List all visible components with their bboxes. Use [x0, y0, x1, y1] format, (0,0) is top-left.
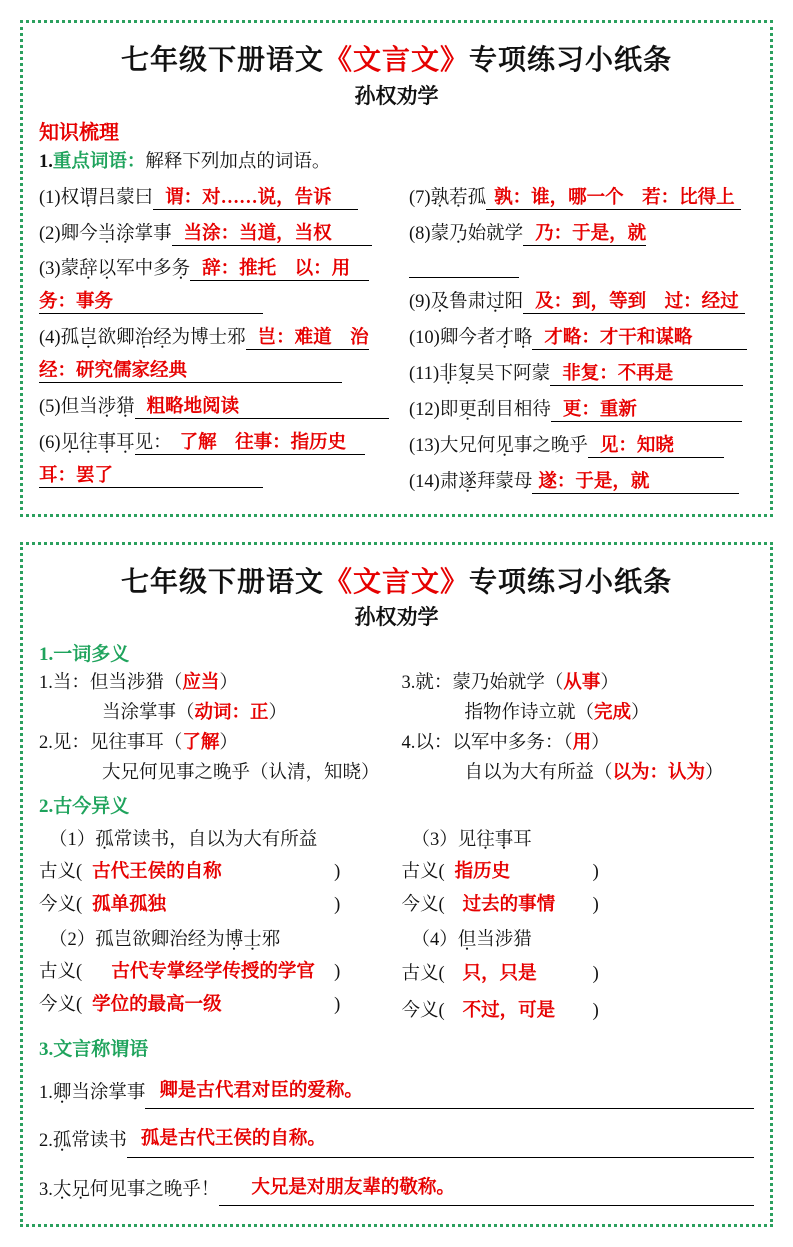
vocab-item — [409, 466, 754, 499]
paren-close: ) — [592, 964, 599, 985]
gujin-phrase: （4）但当涉猎 — [411, 930, 532, 951]
vocab-answer-blank — [588, 436, 724, 458]
title-highlight: 《文言文》 — [323, 566, 469, 598]
ancient-label: 古义( — [401, 964, 445, 985]
lesson-title: 孙权劝学 — [354, 83, 439, 108]
lesson-title: 孙权劝学 — [354, 605, 439, 630]
section-knowledge-heading: 知识梳理 — [39, 121, 119, 144]
ancient-label: 古义( — [401, 862, 445, 883]
vocab-answer: 才略：才干和谋略 — [544, 328, 693, 349]
vocab-question: (7)孰若孤 — [409, 187, 487, 208]
polysemy-answer: 完成 — [594, 703, 632, 724]
chengwei-answer-blank — [145, 1075, 754, 1109]
gujin-right-column — [402, 822, 755, 1031]
ancient-answer: 只，只是 — [462, 964, 537, 985]
instruction-keyword: 重点词语： — [52, 151, 146, 172]
instruction-line — [39, 148, 754, 178]
polysemy-text: ） — [600, 673, 619, 694]
vocab-item — [409, 394, 754, 427]
section-chengwei-heading: 3.文言称谓语 — [39, 1039, 149, 1061]
modern-answer: 学位的最高一级 — [92, 995, 222, 1016]
vocab-question: (9)及鲁肃过阳 — [409, 292, 524, 313]
polysemy-text: ） — [705, 763, 724, 784]
vocab-answer: 粗略地阅读 — [146, 397, 240, 418]
polysemy-line — [39, 729, 392, 759]
section-polysemy-heading: 1.一词多义 — [39, 643, 130, 665]
vocab-left-column — [39, 182, 399, 502]
modern-answer: 过去的事情 — [462, 895, 556, 916]
polysemy-text: 4.以：以军中多务：（ — [401, 733, 573, 754]
gujin-ancient-row — [39, 856, 392, 889]
vocab-answer-blank — [135, 397, 390, 419]
vocab-item — [39, 253, 399, 319]
polysemy-answer: 动词：正 — [194, 703, 269, 724]
modern-answer: 不过，可是 — [462, 1001, 556, 1022]
gujin-ancient-row — [402, 956, 755, 993]
chengwei-answer-blank — [219, 1172, 754, 1206]
vocab-answer: 见：知晓 — [599, 436, 674, 457]
polysemy-text: ） — [631, 703, 650, 724]
vocab-answer: 遂：于是，就 — [538, 471, 650, 492]
vocab-answer-prefix: 见： — [134, 433, 172, 454]
paren-close: ) — [334, 862, 341, 883]
polysemy-line — [39, 699, 392, 729]
chengwei-question: 3.大兄何见事之晚乎！ — [39, 1179, 220, 1200]
vocab-answer-blank — [532, 328, 747, 350]
chengwei-answer: 孤是古代王侯的自称。 — [140, 1129, 326, 1150]
polysemy-text: 指物作诗立就（ — [464, 703, 595, 724]
polysemy-line — [402, 729, 755, 759]
modern-label: 今义( — [39, 995, 83, 1016]
gujin-modern-row — [39, 989, 392, 1022]
gujin-modern-row — [402, 993, 755, 1030]
polysemy-right-column — [402, 669, 755, 789]
polysemy-answer: 以为：认为 — [612, 763, 706, 784]
vocab-question: (4)孤岂欲卿治经为博士邪 — [39, 328, 246, 349]
chengwei-item — [39, 1123, 754, 1157]
chengwei-item — [39, 1172, 754, 1206]
polysemy-line — [402, 669, 755, 699]
modern-label: 今义( — [401, 1001, 445, 1022]
vocab-item — [39, 218, 399, 251]
chengwei-question: 1.卿当涂掌事 — [39, 1082, 146, 1103]
ancient-answer: 古代专掌经学传授的学官 — [111, 962, 315, 983]
polysemy-text: 大兄何见事之晚乎（认清，知晓） — [102, 763, 380, 784]
gujin-modern-row — [402, 889, 755, 922]
vocab-question: (3)蒙辞以军中多务 — [39, 259, 191, 280]
paren-close: ) — [592, 1001, 599, 1022]
vocab-answer-blank — [551, 400, 742, 422]
vocab-answer: 更：重新 — [562, 400, 637, 421]
page-title — [39, 563, 754, 604]
gujin-phrase: （2）孤岂欲卿治经为博士邪 — [49, 930, 281, 951]
gujin-phrase: （3）见往事耳 — [411, 829, 532, 850]
vocab-question: (13)大兄何见事之晚乎 — [409, 436, 588, 457]
vocab-columns — [39, 182, 754, 502]
paren-close: ) — [334, 962, 341, 983]
vocab-item — [409, 218, 754, 284]
vocab-answer: 及：到，等到 过：经过 — [535, 292, 739, 313]
vocab-answer: 辞：推托 以：用 务：事务 — [39, 259, 369, 313]
vocab-question: (10)卿今者才略 — [409, 328, 533, 349]
worksheet-card-knowledge — [20, 20, 773, 517]
vocab-question: (14)肃遂拜蒙母 — [409, 471, 533, 492]
polysemy-text: ） — [591, 733, 610, 754]
vocab-item — [39, 322, 399, 388]
gujin-ancient-row — [39, 956, 392, 989]
modern-label: 今义( — [39, 895, 83, 916]
polysemy-answer: 用 — [572, 733, 592, 754]
chengwei-question: 2.孤常读书 — [39, 1131, 127, 1152]
vocab-item — [39, 391, 399, 424]
polysemy-columns — [39, 669, 754, 789]
vocab-answer-blank — [550, 364, 743, 386]
chengwei-answer-blank — [127, 1123, 754, 1157]
vocab-answer-blank — [153, 188, 358, 210]
paren-close: ) — [592, 895, 599, 916]
polysemy-text: 3.就：蒙乃始就学（ — [401, 673, 564, 694]
polysemy-line — [402, 699, 755, 729]
vocab-question: (8)蒙乃始就学 — [409, 223, 524, 244]
vocab-question: (5)但当涉猎 — [39, 397, 135, 418]
polysemy-text: ） — [219, 673, 238, 694]
section-gujin-heading: 2.古今异义 — [39, 796, 130, 818]
vocab-question: (12)即更刮目相待 — [409, 400, 551, 421]
polysemy-text: ） — [268, 703, 288, 724]
polysemy-answer: 从事 — [563, 673, 601, 694]
title-post: 专项练习小纸条 — [469, 566, 673, 598]
vocab-answer-blank — [486, 188, 741, 210]
ancient-label: 古义( — [39, 862, 83, 883]
vocab-item — [409, 182, 754, 215]
vocab-answer: 乃：于是，就 — [535, 223, 647, 244]
vocab-right-column — [409, 182, 754, 502]
vocab-item — [39, 182, 399, 215]
vocab-question: (2)卿今当涂掌事 — [39, 223, 172, 244]
polysemy-line — [402, 759, 755, 789]
chengwei-answer: 大兄是对朋友辈的敬称。 — [251, 1177, 455, 1198]
vocab-answer-blank — [523, 292, 745, 314]
vocab-item — [409, 430, 754, 463]
polysemy-answer: 了解 — [182, 733, 220, 754]
paren-close: ) — [334, 995, 341, 1016]
worksheet-card-analysis — [20, 542, 773, 1227]
ancient-label: 古义( — [39, 962, 83, 983]
chengwei-item — [39, 1075, 754, 1109]
instruction-text: 解释下列加点的词语。 — [145, 151, 331, 172]
title-pre: 七年级下册语文 — [120, 566, 324, 598]
vocab-answer: 岂：难道 治经：研究儒家经典 — [39, 328, 369, 382]
polysemy-line — [39, 759, 392, 789]
vocab-answer-blank — [172, 224, 372, 246]
chengwei-answer: 卿是古代君对臣的爱称。 — [159, 1080, 363, 1101]
vocab-item — [409, 358, 754, 391]
vocab-answer: 谓：对……说，告诉 — [165, 187, 332, 208]
title-highlight: 《文言文》 — [323, 45, 469, 76]
gujin-left-column — [39, 822, 392, 1031]
gujin-phrase: （1）孤常读书，自以为大有所益 — [49, 829, 318, 850]
gujin-ancient-row — [402, 856, 755, 889]
gujin-modern-row — [39, 889, 392, 922]
vocab-answer-blank — [532, 472, 739, 494]
polysemy-text: 1.当：但当涉猎（ — [39, 673, 183, 694]
page-title — [39, 41, 754, 82]
modern-label: 今义( — [401, 895, 445, 916]
polysemy-line — [39, 669, 392, 699]
vocab-item — [409, 322, 754, 355]
polysemy-text: 自以为大有所益（ — [464, 763, 613, 784]
vocab-answer: 当涂：当道，当权 — [183, 223, 332, 244]
vocab-answer: 了解 往事：指历史 耳：罢了 — [39, 433, 365, 486]
vocab-answer: 孰：谁，哪一个 若：比得上 — [494, 187, 735, 208]
polysemy-answer: 应当 — [182, 673, 220, 694]
polysemy-text: ） — [219, 733, 238, 754]
modern-answer: 孤单孤独 — [92, 895, 167, 916]
polysemy-text: 当涂掌事（ — [102, 703, 195, 724]
gujin-columns — [39, 822, 754, 1031]
vocab-item — [39, 427, 399, 493]
vocab-question: (1)权谓吕蒙曰 — [39, 187, 154, 208]
ancient-answer: 古代王侯的自称 — [92, 862, 222, 883]
polysemy-left-column — [39, 669, 392, 789]
title-post: 专项练习小纸条 — [469, 45, 673, 76]
ancient-answer: 指历史 — [454, 862, 511, 883]
vocab-answer: 非复：不再是 — [562, 364, 674, 385]
paren-close: ) — [592, 862, 599, 883]
vocab-question: (6)见往事耳 — [39, 433, 135, 454]
vocab-question: (11)非复吴下阿蒙 — [409, 364, 551, 385]
paren-close: ) — [334, 895, 341, 916]
vocab-item — [409, 286, 754, 319]
instruction-number: 1. — [39, 151, 53, 172]
title-pre: 七年级下册语文 — [120, 45, 324, 76]
polysemy-text: 2.见：见往事耳（ — [39, 733, 183, 754]
